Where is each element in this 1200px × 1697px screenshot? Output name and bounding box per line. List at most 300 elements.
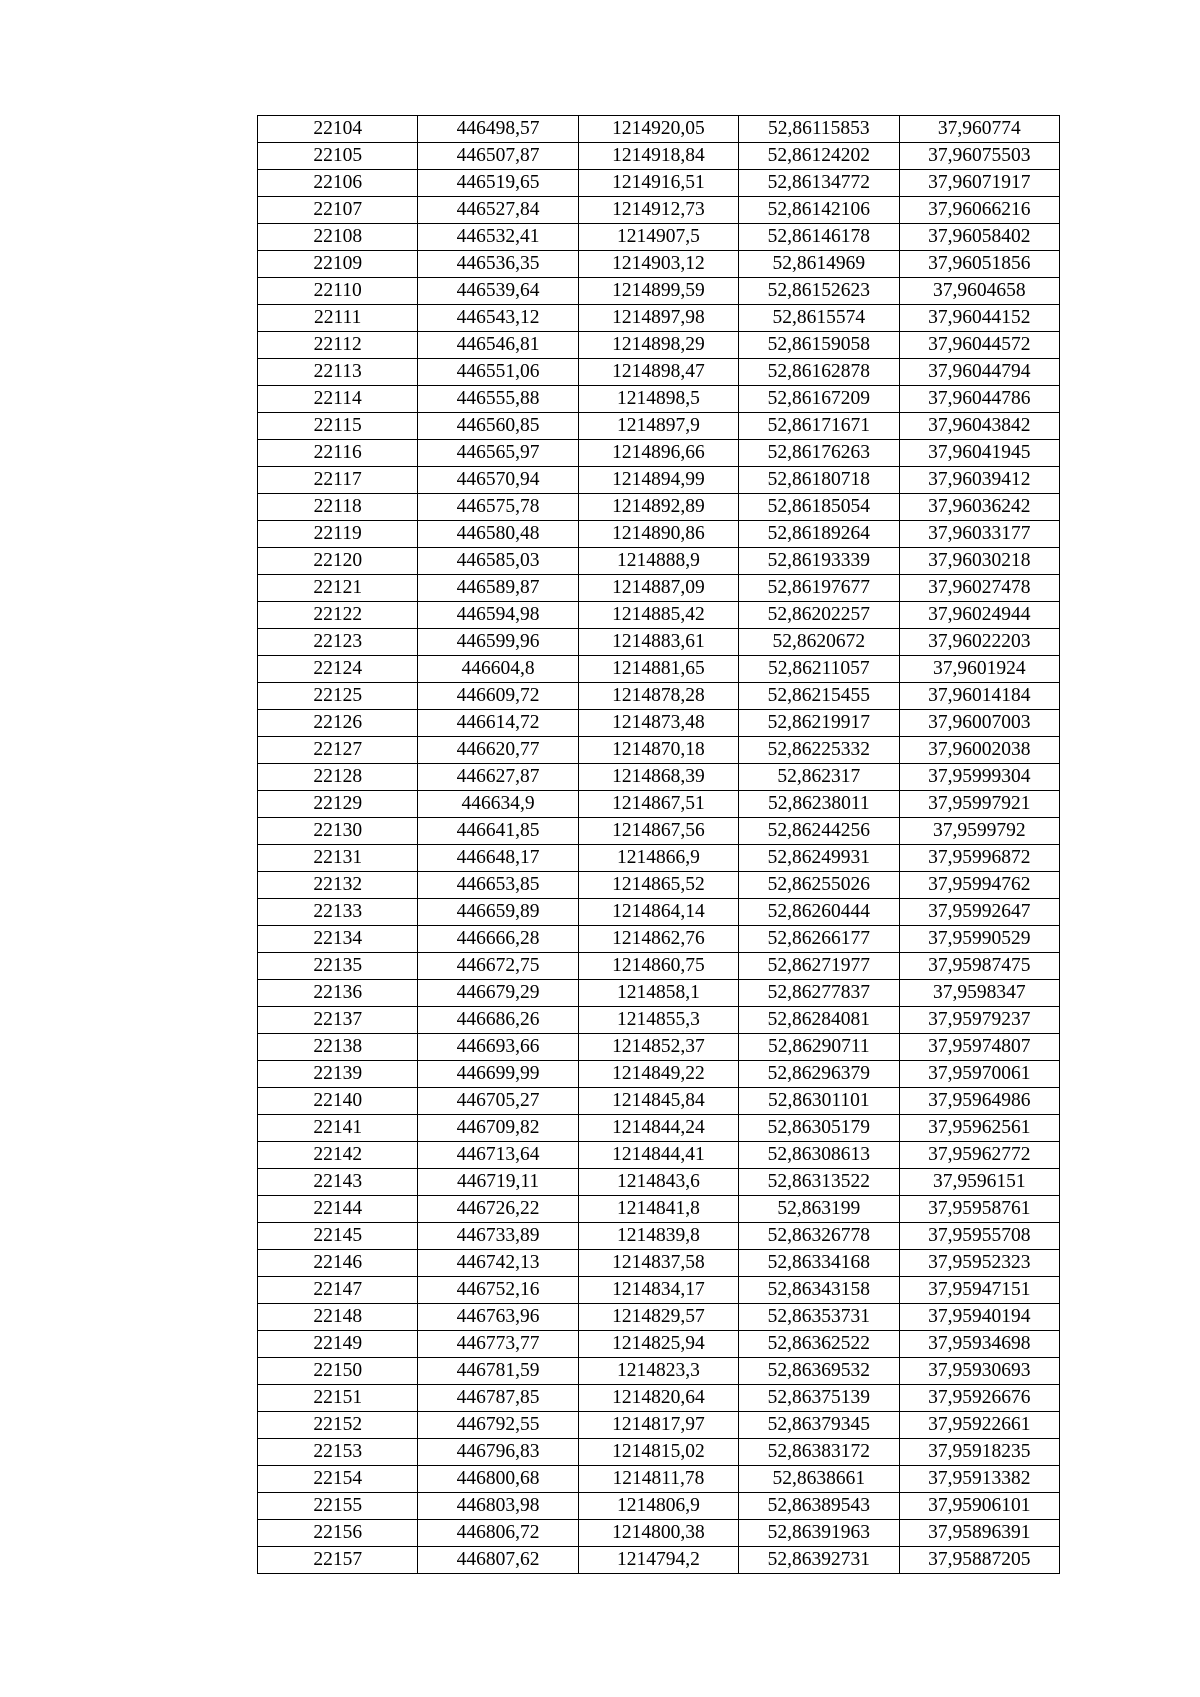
- longitude-cell: 37,95952323: [899, 1250, 1059, 1277]
- latitude-cell: 52,86211057: [739, 656, 899, 683]
- y-coordinate-cell: 1214916,51: [578, 170, 738, 197]
- latitude-cell: 52,86202257: [739, 602, 899, 629]
- y-coordinate-cell: 1214870,18: [578, 737, 738, 764]
- table-row: [258, 521, 1060, 548]
- latitude-cell: 52,86343158: [739, 1277, 899, 1304]
- latitude-cell: 52,86249931: [739, 845, 899, 872]
- latitude-cell: 52,86308613: [739, 1142, 899, 1169]
- point-number-cell: 22140: [258, 1088, 418, 1115]
- longitude-cell: 37,95996872: [899, 845, 1059, 872]
- latitude-cell: 52,8615574: [739, 305, 899, 332]
- point-number-cell: 22115: [258, 413, 418, 440]
- x-coordinate-cell: 446742,13: [418, 1250, 578, 1277]
- latitude-cell: 52,86375139: [739, 1385, 899, 1412]
- table-row: [258, 1142, 1060, 1169]
- x-coordinate-cell: 446763,96: [418, 1304, 578, 1331]
- x-coordinate-cell: 446641,85: [418, 818, 578, 845]
- x-coordinate-cell: 446781,59: [418, 1358, 578, 1385]
- point-number-cell: 22106: [258, 170, 418, 197]
- latitude-cell: 52,863199: [739, 1196, 899, 1223]
- latitude-cell: 52,86185054: [739, 494, 899, 521]
- x-coordinate-cell: 446585,03: [418, 548, 578, 575]
- longitude-cell: 37,95999304: [899, 764, 1059, 791]
- longitude-cell: 37,96027478: [899, 575, 1059, 602]
- latitude-cell: 52,86244256: [739, 818, 899, 845]
- point-number-cell: 22127: [258, 737, 418, 764]
- longitude-cell: 37,96044152: [899, 305, 1059, 332]
- table-row: [258, 818, 1060, 845]
- x-coordinate-cell: 446634,9: [418, 791, 578, 818]
- point-number-cell: 22146: [258, 1250, 418, 1277]
- x-coordinate-cell: 446539,64: [418, 278, 578, 305]
- latitude-cell: 52,86197677: [739, 575, 899, 602]
- longitude-cell: 37,95987475: [899, 953, 1059, 980]
- latitude-cell: 52,86238011: [739, 791, 899, 818]
- y-coordinate-cell: 1214907,5: [578, 224, 738, 251]
- y-coordinate-cell: 1214811,78: [578, 1466, 738, 1493]
- y-coordinate-cell: 1214881,65: [578, 656, 738, 683]
- longitude-cell: 37,96041945: [899, 440, 1059, 467]
- x-coordinate-cell: 446773,77: [418, 1331, 578, 1358]
- latitude-cell: 52,86159058: [739, 332, 899, 359]
- longitude-cell: 37,96036242: [899, 494, 1059, 521]
- point-number-cell: 22107: [258, 197, 418, 224]
- table-row: [258, 413, 1060, 440]
- point-number-cell: 22147: [258, 1277, 418, 1304]
- table-row: [258, 1169, 1060, 1196]
- latitude-cell: 52,86362522: [739, 1331, 899, 1358]
- point-number-cell: 22144: [258, 1196, 418, 1223]
- table-row: [258, 440, 1060, 467]
- y-coordinate-cell: 1214867,51: [578, 791, 738, 818]
- latitude-cell: 52,86266177: [739, 926, 899, 953]
- y-coordinate-cell: 1214845,84: [578, 1088, 738, 1115]
- y-coordinate-cell: 1214898,5: [578, 386, 738, 413]
- latitude-cell: 52,86225332: [739, 737, 899, 764]
- x-coordinate-cell: 446614,72: [418, 710, 578, 737]
- table-row: [258, 791, 1060, 818]
- x-coordinate-cell: 446800,68: [418, 1466, 578, 1493]
- point-number-cell: 22121: [258, 575, 418, 602]
- longitude-cell: 37,96030218: [899, 548, 1059, 575]
- point-number-cell: 22104: [258, 116, 418, 143]
- table-row: [258, 1385, 1060, 1412]
- table-row: [258, 1277, 1060, 1304]
- y-coordinate-cell: 1214873,48: [578, 710, 738, 737]
- x-coordinate-cell: 446686,26: [418, 1007, 578, 1034]
- longitude-cell: 37,96022203: [899, 629, 1059, 656]
- x-coordinate-cell: 446733,89: [418, 1223, 578, 1250]
- point-number-cell: 22149: [258, 1331, 418, 1358]
- latitude-cell: 52,86391963: [739, 1520, 899, 1547]
- point-number-cell: 22134: [258, 926, 418, 953]
- y-coordinate-cell: 1214878,28: [578, 683, 738, 710]
- table-row: [258, 278, 1060, 305]
- y-coordinate-cell: 1214858,1: [578, 980, 738, 1007]
- point-number-cell: 22148: [258, 1304, 418, 1331]
- longitude-cell: 37,95913382: [899, 1466, 1059, 1493]
- point-number-cell: 22126: [258, 710, 418, 737]
- point-number-cell: 22108: [258, 224, 418, 251]
- y-coordinate-cell: 1214841,8: [578, 1196, 738, 1223]
- x-coordinate-cell: 446507,87: [418, 143, 578, 170]
- point-number-cell: 22130: [258, 818, 418, 845]
- table-row: [258, 737, 1060, 764]
- y-coordinate-cell: 1214887,09: [578, 575, 738, 602]
- x-coordinate-cell: 446672,75: [418, 953, 578, 980]
- y-coordinate-cell: 1214894,99: [578, 467, 738, 494]
- point-number-cell: 22119: [258, 521, 418, 548]
- latitude-cell: 52,862317: [739, 764, 899, 791]
- longitude-cell: 37,95926676: [899, 1385, 1059, 1412]
- longitude-cell: 37,96051856: [899, 251, 1059, 278]
- y-coordinate-cell: 1214862,76: [578, 926, 738, 953]
- x-coordinate-cell: 446705,27: [418, 1088, 578, 1115]
- latitude-cell: 52,86255026: [739, 872, 899, 899]
- longitude-cell: 37,96071917: [899, 170, 1059, 197]
- point-number-cell: 22129: [258, 791, 418, 818]
- longitude-cell: 37,96044786: [899, 386, 1059, 413]
- x-coordinate-cell: 446752,16: [418, 1277, 578, 1304]
- table-row: [258, 1115, 1060, 1142]
- table-row: [258, 926, 1060, 953]
- latitude-cell: 52,8614969: [739, 251, 899, 278]
- x-coordinate-cell: 446560,85: [418, 413, 578, 440]
- y-coordinate-cell: 1214800,38: [578, 1520, 738, 1547]
- table-row: [258, 1196, 1060, 1223]
- x-coordinate-cell: 446806,72: [418, 1520, 578, 1547]
- latitude-cell: 52,86383172: [739, 1439, 899, 1466]
- longitude-cell: 37,95979237: [899, 1007, 1059, 1034]
- y-coordinate-cell: 1214898,47: [578, 359, 738, 386]
- longitude-cell: 37,95964986: [899, 1088, 1059, 1115]
- point-number-cell: 22136: [258, 980, 418, 1007]
- x-coordinate-cell: 446555,88: [418, 386, 578, 413]
- point-number-cell: 22151: [258, 1385, 418, 1412]
- point-number-cell: 22123: [258, 629, 418, 656]
- table-row: [258, 1412, 1060, 1439]
- coordinates-table: [257, 115, 1060, 1574]
- x-coordinate-cell: 446713,64: [418, 1142, 578, 1169]
- y-coordinate-cell: 1214844,41: [578, 1142, 738, 1169]
- y-coordinate-cell: 1214920,05: [578, 116, 738, 143]
- x-coordinate-cell: 446532,41: [418, 224, 578, 251]
- table-row: [258, 494, 1060, 521]
- longitude-cell: 37,95974807: [899, 1034, 1059, 1061]
- table-row: [258, 467, 1060, 494]
- table-body: [258, 116, 1060, 1574]
- x-coordinate-cell: 446653,85: [418, 872, 578, 899]
- latitude-cell: 52,86189264: [739, 521, 899, 548]
- table-row: [258, 1547, 1060, 1574]
- y-coordinate-cell: 1214839,8: [578, 1223, 738, 1250]
- x-coordinate-cell: 446792,55: [418, 1412, 578, 1439]
- table-row: [258, 1493, 1060, 1520]
- latitude-cell: 52,86142106: [739, 197, 899, 224]
- table-row: [258, 1439, 1060, 1466]
- y-coordinate-cell: 1214834,17: [578, 1277, 738, 1304]
- latitude-cell: 52,86326778: [739, 1223, 899, 1250]
- table-row: [258, 629, 1060, 656]
- table-row: [258, 845, 1060, 872]
- longitude-cell: 37,95896391: [899, 1520, 1059, 1547]
- y-coordinate-cell: 1214843,6: [578, 1169, 738, 1196]
- latitude-cell: 52,86392731: [739, 1547, 899, 1574]
- x-coordinate-cell: 446527,84: [418, 197, 578, 224]
- table-row: [258, 1061, 1060, 1088]
- y-coordinate-cell: 1214823,3: [578, 1358, 738, 1385]
- point-number-cell: 22105: [258, 143, 418, 170]
- y-coordinate-cell: 1214868,39: [578, 764, 738, 791]
- y-coordinate-cell: 1214896,66: [578, 440, 738, 467]
- table-row: [258, 1331, 1060, 1358]
- y-coordinate-cell: 1214815,02: [578, 1439, 738, 1466]
- y-coordinate-cell: 1214794,2: [578, 1547, 738, 1574]
- longitude-cell: 37,95970061: [899, 1061, 1059, 1088]
- x-coordinate-cell: 446693,66: [418, 1034, 578, 1061]
- y-coordinate-cell: 1214829,57: [578, 1304, 738, 1331]
- x-coordinate-cell: 446519,65: [418, 170, 578, 197]
- table-row: [258, 602, 1060, 629]
- table-row: [258, 1520, 1060, 1547]
- point-number-cell: 22138: [258, 1034, 418, 1061]
- latitude-cell: 52,86193339: [739, 548, 899, 575]
- x-coordinate-cell: 446796,83: [418, 1439, 578, 1466]
- y-coordinate-cell: 1214852,37: [578, 1034, 738, 1061]
- x-coordinate-cell: 446551,06: [418, 359, 578, 386]
- table-row: [258, 1304, 1060, 1331]
- y-coordinate-cell: 1214912,73: [578, 197, 738, 224]
- longitude-cell: 37,96039412: [899, 467, 1059, 494]
- table-row: [258, 575, 1060, 602]
- x-coordinate-cell: 446726,22: [418, 1196, 578, 1223]
- y-coordinate-cell: 1214903,12: [578, 251, 738, 278]
- table-row: [258, 305, 1060, 332]
- latitude-cell: 52,86305179: [739, 1115, 899, 1142]
- x-coordinate-cell: 446565,97: [418, 440, 578, 467]
- y-coordinate-cell: 1214866,9: [578, 845, 738, 872]
- table-row: [258, 710, 1060, 737]
- longitude-cell: 37,95962561: [899, 1115, 1059, 1142]
- latitude-cell: 52,86389543: [739, 1493, 899, 1520]
- longitude-cell: 37,96043842: [899, 413, 1059, 440]
- latitude-cell: 52,86369532: [739, 1358, 899, 1385]
- latitude-cell: 52,86260444: [739, 899, 899, 926]
- table-row: [258, 1466, 1060, 1493]
- table-row: [258, 170, 1060, 197]
- point-number-cell: 22114: [258, 386, 418, 413]
- x-coordinate-cell: 446719,11: [418, 1169, 578, 1196]
- longitude-cell: 37,95992647: [899, 899, 1059, 926]
- x-coordinate-cell: 446498,57: [418, 116, 578, 143]
- point-number-cell: 22156: [258, 1520, 418, 1547]
- longitude-cell: 37,96033177: [899, 521, 1059, 548]
- longitude-cell: 37,95994762: [899, 872, 1059, 899]
- y-coordinate-cell: 1214899,59: [578, 278, 738, 305]
- table-row: [258, 1007, 1060, 1034]
- y-coordinate-cell: 1214864,14: [578, 899, 738, 926]
- point-number-cell: 22128: [258, 764, 418, 791]
- y-coordinate-cell: 1214817,97: [578, 1412, 738, 1439]
- longitude-cell: 37,95990529: [899, 926, 1059, 953]
- longitude-cell: 37,9604658: [899, 278, 1059, 305]
- table-row: [258, 872, 1060, 899]
- longitude-cell: 37,96002038: [899, 737, 1059, 764]
- x-coordinate-cell: 446659,89: [418, 899, 578, 926]
- x-coordinate-cell: 446546,81: [418, 332, 578, 359]
- y-coordinate-cell: 1214844,24: [578, 1115, 738, 1142]
- table-row: [258, 953, 1060, 980]
- point-number-cell: 22137: [258, 1007, 418, 1034]
- table-row: [258, 359, 1060, 386]
- longitude-cell: 37,95940194: [899, 1304, 1059, 1331]
- point-number-cell: 22112: [258, 332, 418, 359]
- x-coordinate-cell: 446807,62: [418, 1547, 578, 1574]
- longitude-cell: 37,96014184: [899, 683, 1059, 710]
- latitude-cell: 52,86271977: [739, 953, 899, 980]
- latitude-cell: 52,86146178: [739, 224, 899, 251]
- x-coordinate-cell: 446803,98: [418, 1493, 578, 1520]
- longitude-cell: 37,95887205: [899, 1547, 1059, 1574]
- point-number-cell: 22133: [258, 899, 418, 926]
- longitude-cell: 37,9599792: [899, 818, 1059, 845]
- point-number-cell: 22139: [258, 1061, 418, 1088]
- longitude-cell: 37,95958761: [899, 1196, 1059, 1223]
- point-number-cell: 22111: [258, 305, 418, 332]
- x-coordinate-cell: 446666,28: [418, 926, 578, 953]
- y-coordinate-cell: 1214806,9: [578, 1493, 738, 1520]
- table-row: [258, 1088, 1060, 1115]
- y-coordinate-cell: 1214860,75: [578, 953, 738, 980]
- x-coordinate-cell: 446627,87: [418, 764, 578, 791]
- table-row: [258, 386, 1060, 413]
- latitude-cell: 52,86124202: [739, 143, 899, 170]
- latitude-cell: 52,86167209: [739, 386, 899, 413]
- point-number-cell: 22143: [258, 1169, 418, 1196]
- table-row: [258, 683, 1060, 710]
- y-coordinate-cell: 1214890,86: [578, 521, 738, 548]
- x-coordinate-cell: 446699,99: [418, 1061, 578, 1088]
- longitude-cell: 37,95930693: [899, 1358, 1059, 1385]
- table-row: [258, 1358, 1060, 1385]
- point-number-cell: 22154: [258, 1466, 418, 1493]
- y-coordinate-cell: 1214897,9: [578, 413, 738, 440]
- latitude-cell: 52,86353731: [739, 1304, 899, 1331]
- x-coordinate-cell: 446575,78: [418, 494, 578, 521]
- longitude-cell: 37,95906101: [899, 1493, 1059, 1520]
- y-coordinate-cell: 1214897,98: [578, 305, 738, 332]
- table-row: [258, 899, 1060, 926]
- point-number-cell: 22118: [258, 494, 418, 521]
- longitude-cell: 37,9596151: [899, 1169, 1059, 1196]
- latitude-cell: 52,86284081: [739, 1007, 899, 1034]
- latitude-cell: 52,86379345: [739, 1412, 899, 1439]
- x-coordinate-cell: 446609,72: [418, 683, 578, 710]
- y-coordinate-cell: 1214865,52: [578, 872, 738, 899]
- point-number-cell: 22142: [258, 1142, 418, 1169]
- x-coordinate-cell: 446620,77: [418, 737, 578, 764]
- point-number-cell: 22145: [258, 1223, 418, 1250]
- table-row: [258, 332, 1060, 359]
- longitude-cell: 37,96075503: [899, 143, 1059, 170]
- longitude-cell: 37,96044794: [899, 359, 1059, 386]
- point-number-cell: 22157: [258, 1547, 418, 1574]
- x-coordinate-cell: 446589,87: [418, 575, 578, 602]
- latitude-cell: 52,86134772: [739, 170, 899, 197]
- x-coordinate-cell: 446679,29: [418, 980, 578, 1007]
- latitude-cell: 52,86180718: [739, 467, 899, 494]
- point-number-cell: 22117: [258, 467, 418, 494]
- point-number-cell: 22131: [258, 845, 418, 872]
- longitude-cell: 37,960774: [899, 116, 1059, 143]
- latitude-cell: 52,8620672: [739, 629, 899, 656]
- y-coordinate-cell: 1214825,94: [578, 1331, 738, 1358]
- point-number-cell: 22110: [258, 278, 418, 305]
- y-coordinate-cell: 1214918,84: [578, 143, 738, 170]
- y-coordinate-cell: 1214898,29: [578, 332, 738, 359]
- longitude-cell: 37,96066216: [899, 197, 1059, 224]
- x-coordinate-cell: 446536,35: [418, 251, 578, 278]
- y-coordinate-cell: 1214885,42: [578, 602, 738, 629]
- y-coordinate-cell: 1214849,22: [578, 1061, 738, 1088]
- x-coordinate-cell: 446570,94: [418, 467, 578, 494]
- point-number-cell: 22153: [258, 1439, 418, 1466]
- table-row: [258, 224, 1060, 251]
- x-coordinate-cell: 446599,96: [418, 629, 578, 656]
- longitude-cell: 37,95962772: [899, 1142, 1059, 1169]
- x-coordinate-cell: 446648,17: [418, 845, 578, 872]
- point-number-cell: 22122: [258, 602, 418, 629]
- table-row: [258, 143, 1060, 170]
- longitude-cell: 37,96044572: [899, 332, 1059, 359]
- x-coordinate-cell: 446709,82: [418, 1115, 578, 1142]
- longitude-cell: 37,96058402: [899, 224, 1059, 251]
- point-number-cell: 22150: [258, 1358, 418, 1385]
- point-number-cell: 22135: [258, 953, 418, 980]
- latitude-cell: 52,86171671: [739, 413, 899, 440]
- latitude-cell: 52,86290711: [739, 1034, 899, 1061]
- table-row: [258, 764, 1060, 791]
- table-row: [258, 1223, 1060, 1250]
- table-row: [258, 980, 1060, 1007]
- latitude-cell: 52,86296379: [739, 1061, 899, 1088]
- point-number-cell: 22125: [258, 683, 418, 710]
- longitude-cell: 37,95922661: [899, 1412, 1059, 1439]
- longitude-cell: 37,96024944: [899, 602, 1059, 629]
- table-row: [258, 1034, 1060, 1061]
- latitude-cell: 52,86301101: [739, 1088, 899, 1115]
- latitude-cell: 52,86277837: [739, 980, 899, 1007]
- table-row: [258, 116, 1060, 143]
- longitude-cell: 37,95955708: [899, 1223, 1059, 1250]
- y-coordinate-cell: 1214837,58: [578, 1250, 738, 1277]
- longitude-cell: 37,9601924: [899, 656, 1059, 683]
- point-number-cell: 22116: [258, 440, 418, 467]
- table-row: [258, 1250, 1060, 1277]
- x-coordinate-cell: 446543,12: [418, 305, 578, 332]
- longitude-cell: 37,96007003: [899, 710, 1059, 737]
- longitude-cell: 37,9598347: [899, 980, 1059, 1007]
- x-coordinate-cell: 446594,98: [418, 602, 578, 629]
- point-number-cell: 22124: [258, 656, 418, 683]
- point-number-cell: 22132: [258, 872, 418, 899]
- x-coordinate-cell: 446604,8: [418, 656, 578, 683]
- table-row: [258, 197, 1060, 224]
- latitude-cell: 52,86162878: [739, 359, 899, 386]
- table-row: [258, 656, 1060, 683]
- longitude-cell: 37,95997921: [899, 791, 1059, 818]
- latitude-cell: 52,86115853: [739, 116, 899, 143]
